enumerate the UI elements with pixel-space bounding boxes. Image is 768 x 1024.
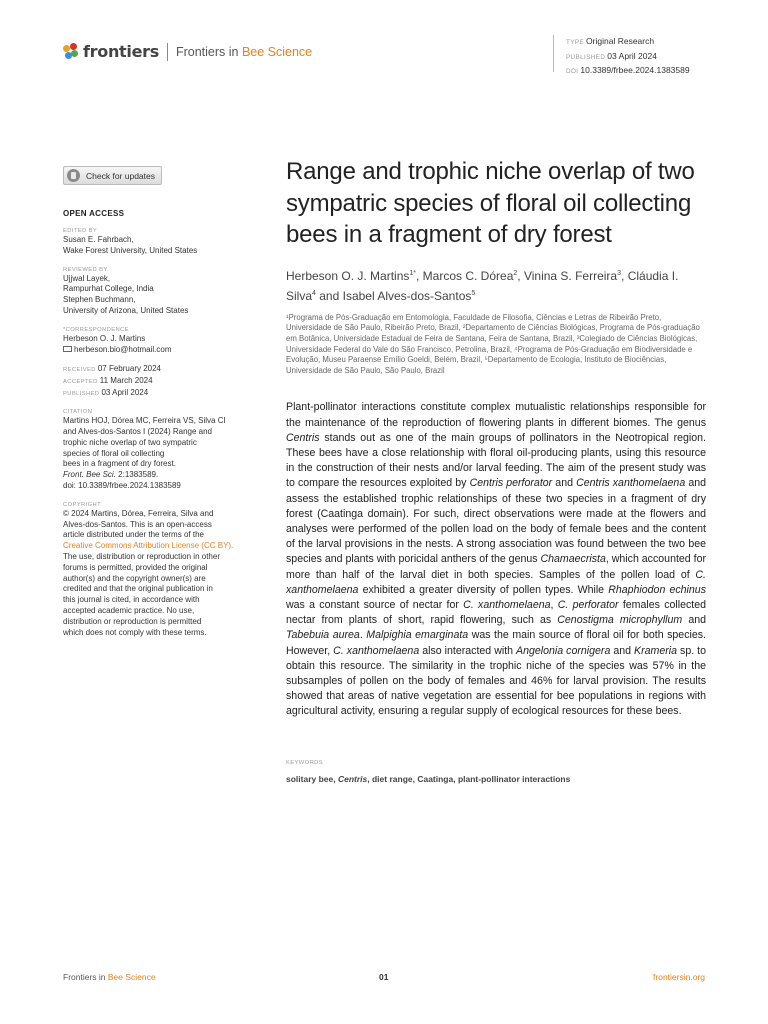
- text-run: Plant-pollinator interactions constitute complex mutualistic relationships responsible for the maintenance of the reproduction of flowering plants in different biomes. The genus: [286, 401, 706, 429]
- article-dates: RECEIVED 07 February 2024 ACCEPTED 11 March 2024 PUBLISHED 03 April 2024: [63, 364, 161, 397]
- copyright: © 2024 Martins, Dórea, Ferreira, Silva and Alves-dos-Santos. This is an open-access article distributed under the terms of the Creative Commons Attribution License (CC BY). The use, distribution or reproduction in other forums is permitted, provided the original author(s) and the copyright owner(s) are credited and that the original publication in this journal is cited, in accordance with accepted academic practice. No use, distribution or reproduction is permitted which does not comply with these terms.: [63, 509, 283, 639]
- text-run: sp. to obtain this resource. The similarity in the trophic niche of the species was 57% in the subsamples of pollen on the body of females and 46% for larval provision. The results showed that areas of native vegetation are essential for bee populations in regions with agricultural activity, ensuring a regular supply of ecological resources for these bees.: [286, 644, 706, 718]
- italic-term: C. xanthomelaena: [333, 644, 420, 657]
- author[interactable]: Herbeson O. J. Martins$^{1*}$: [286, 268, 416, 283]
- article-sidebar: [63, 166, 283, 638]
- italic-term: C. perforator: [557, 598, 619, 611]
- frontiers-wordmark: frontiers: [83, 42, 159, 61]
- page-footer: [63, 972, 705, 984]
- keywords-label: KEYWORDS: [286, 759, 324, 766]
- footer-journal: Frontiers in Bee Science: [63, 972, 156, 982]
- author[interactable]: Vinina S. Ferreira$^3$: [523, 268, 622, 283]
- meta-doi[interactable]: DOI 10.3389/frbee.2024.1383589: [566, 65, 690, 75]
- text-run: was a constant source of nectar for: [286, 598, 464, 611]
- italic-term: Cenostigma microphyllum: [557, 614, 683, 627]
- journal-name: Frontiers in Bee Science: [175, 44, 313, 59]
- text-run: also interacted with: [419, 644, 517, 657]
- citation-label: CITATION: [63, 409, 93, 416]
- site-link[interactable]: frontiersin.org: [653, 972, 705, 982]
- text-run: stands out as one of the main groups of pollinators in the Neotropical region. These bees have a close relationship with floral oil-producing plants, using this resource in the construction of their nests and/or larval feeding. The aim of the present study was to compare the resources exploited by: [286, 431, 706, 490]
- author[interactable]: Marcos C. Dórea$^2$: [422, 268, 518, 283]
- correspondence: Herbeson O. J. Martins herbeson.bio@hotmail.com: [63, 334, 283, 356]
- page-header: [63, 38, 705, 78]
- author-list: Herbeson O. J. Martins$^{1*}$, Marcos C. Dórea$^2$, Vinina S. Ferreira$^3$, Cláudia I. Silva$^4$ and Isabel Alves-dos-Santos$^5$: [286, 268, 679, 303]
- text-run: exhibited a greater diversity of pollen types. While: [358, 583, 609, 596]
- italic-term: C. xanthomelaena: [286, 568, 706, 596]
- reviewed-by: Ujjwal Layek, Rampurhat College, India Stephen Buchmann, University of Arizona, United States: [63, 273, 189, 315]
- author[interactable]: Cláudia I. Silva$^4$: [286, 268, 679, 303]
- text-run: , which accounted for more than half of the larval diet in both species. Samples of the pollen load of: [286, 553, 706, 581]
- cc-by-license-link[interactable]: Creative Commons Attribution License (CC BY).: [63, 541, 234, 551]
- italic-term: Centris: [286, 431, 320, 444]
- correspondence-email[interactable]: herbeson.bio@hotmail.com: [63, 345, 283, 356]
- copyright-label: COPYRIGHT: [63, 501, 102, 508]
- keywords: [286, 774, 706, 784]
- check-for-updates-button[interactable]: Check for updates: [63, 166, 162, 185]
- affiliations: ¹Programa de Pós-Graduação em Entomologia, Faculdade de Filosofia, Ciências e Letras de Ribeirão Preto, Universidade de São Paulo, Ribeirão Preto, Brazil, ²Departamento de Ciências Biológicas, Programa de Pós-graduação em Botânica, Universidade Estadual de Feira de Santana, Feira de Santana, Brazil, ³Colegiado de Ciências Biológicas, Universidade Federal do Vale do São Francisco, Petrolina, Brazil, ⁴Programa de Pós-Graduação em Biodiversidade e Evolução, Museu Paraense Emílio Goeldi, Belém, Brazil, ⁵Departamento de Ecologia, Instituto de Biociências, Universidade de São Paulo, São Paulo, Brazil: [286, 312, 700, 375]
- author[interactable]: Isabel Alves-dos-Santos$^5$: [342, 288, 476, 303]
- abstract: [286, 400, 706, 719]
- italic-term: Centris xanthomelaena: [576, 477, 686, 490]
- article-main: [286, 156, 706, 784]
- article-meta: [553, 35, 690, 75]
- text-run: .: [359, 629, 367, 642]
- page-number: 01: [379, 972, 389, 982]
- italic-term: Rhaphiodon echinus: [608, 583, 706, 596]
- correspondence-label: *CORRESPONDENCE: [63, 326, 129, 333]
- italic-term: Angelonia cornigera: [516, 644, 611, 657]
- frontiers-logo-icon: [63, 43, 79, 61]
- italic-term: Malpighia emarginata: [366, 629, 469, 642]
- italic-term: Centris: [337, 773, 368, 784]
- italic-term: Chamaecrista: [540, 553, 606, 566]
- citation: Martins HOJ, Dórea MC, Ferreira VS, Silva CI and Alves-dos-Santos I (2024) Range and trophic niche overlap of two sympatric species of floral oil collecting bees in a fragment of dry forest. Front. Bee Sci. 2:1383589. doi: 10.3389/frbee.2024.1383589: [63, 416, 226, 490]
- italic-term: Tabebuia aurea: [286, 629, 360, 642]
- text-run: and: [682, 614, 707, 627]
- text-run: solitary bee,: [286, 773, 338, 784]
- edited-by-label: EDITED BY: [63, 228, 98, 234]
- meta-type: TYPE Original Research: [566, 36, 655, 46]
- crossmark-icon: [67, 169, 80, 182]
- italic-term: Centris perforator: [469, 477, 553, 490]
- text-run: ,: [550, 598, 558, 611]
- reviewed-by-label: REVIEWED BY: [63, 266, 108, 273]
- text-run: and assess the established trophic relationships of these two species in a fragment of dry forest (Caatinga domain). For such, direct observations were made at the flowers and analyses were performed of the pollen load on the body of female bees and the content of the larval provisions in the nests. A strong association was found between the two bee species and plants with poricidal anthers of the genus: [286, 477, 707, 566]
- italic-term: Krameria: [634, 644, 678, 657]
- mail-icon: [63, 346, 72, 352]
- text-run: and: [552, 477, 577, 490]
- text-run: females collected nectar from plants of short, rapid flowering, such as: [286, 598, 707, 627]
- text-run: and: [610, 644, 635, 657]
- article-title: Range and trophic niche overlap of two sympatric species of floral oil collecting bees in a fragment of dry forest: [286, 158, 695, 249]
- journal-branding: [63, 42, 312, 61]
- text-run: , diet range, Caatinga, plant-pollinator interactions: [367, 773, 571, 784]
- text-run: was the main source of floral oil for both species. However,: [286, 629, 706, 657]
- italic-term: C. xanthomelaena: [463, 598, 551, 611]
- edited-by: Susan E. Fahrbach, Wake Forest University, United States: [63, 235, 198, 255]
- meta-published: PUBLISHED 03 April 2024: [566, 50, 657, 61]
- open-access-label: OPEN ACCESS: [63, 209, 125, 218]
- divider: [167, 43, 168, 61]
